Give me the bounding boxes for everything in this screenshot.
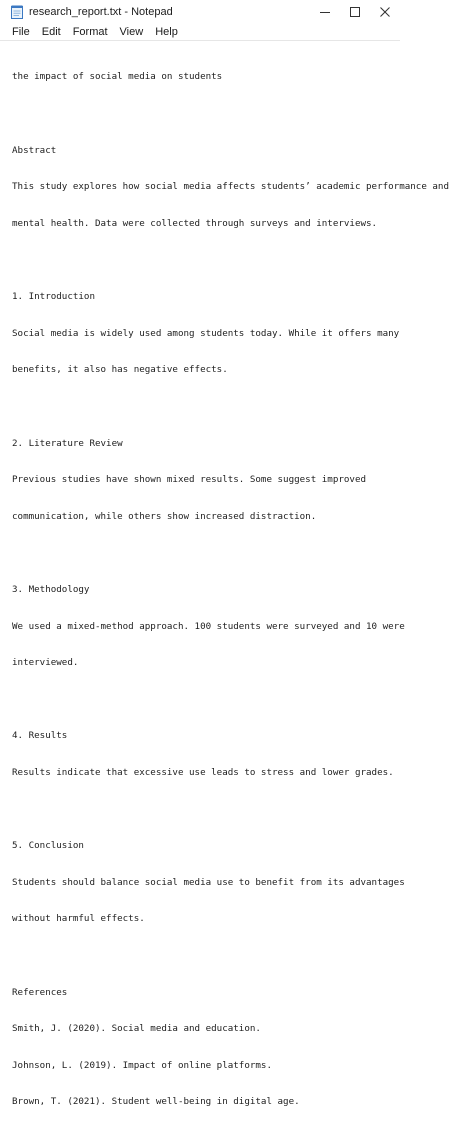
- close-icon: [380, 7, 390, 17]
- maximize-icon: [350, 7, 360, 17]
- doc-line: 2. Literature Review: [12, 437, 123, 449]
- doc-line: [12, 254, 400, 266]
- doc-line: Smith, J. (2020). Social media and education.: [12, 1023, 261, 1035]
- doc-line: Social media is widely used among students today. While it offers many: [12, 327, 400, 339]
- doc-line: [12, 401, 400, 413]
- window-title: research_report.txt - Notepad: [29, 6, 173, 18]
- doc-line: Previous studies have shown mixed results. Some suggest improved: [12, 474, 367, 486]
- doc-line: [12, 547, 400, 559]
- menu-format[interactable]: Format: [72, 26, 108, 38]
- doc-line: [12, 108, 400, 120]
- doc-line: Johnson, L. (2019). Impact of online platforms.: [12, 1059, 272, 1071]
- menu-edit[interactable]: Edit: [41, 26, 61, 38]
- title-bar[interactable]: [0, 0, 400, 24]
- doc-line: We used a mixed-method approach. 100 students were surveyed and 10 were: [12, 620, 405, 632]
- doc-line: communication, while others show increased distraction.: [12, 510, 317, 522]
- window-controls: [310, 0, 400, 24]
- doc-line: References: [12, 986, 68, 998]
- menu-view[interactable]: View: [119, 26, 144, 38]
- doc-line: [12, 950, 400, 962]
- notepad-icon: [11, 5, 23, 19]
- doc-line: Abstract: [12, 144, 57, 156]
- doc-line: Results indicate that excessive use leads to stress and lower grades.: [12, 766, 394, 778]
- doc-line: [12, 804, 400, 816]
- maximize-button[interactable]: [340, 0, 370, 24]
- doc-line: Students should balance social media use to benefit from its advantages: [12, 876, 405, 888]
- doc-line: Brown, T. (2021). Student well-being in digital age.: [12, 1096, 300, 1108]
- minimize-button[interactable]: [310, 0, 340, 24]
- doc-line: 5. Conclusion: [12, 840, 84, 852]
- doc-line: This study explores how social media affects students’ academic performance and: [12, 181, 449, 193]
- text-editor-area[interactable]: [0, 40, 449, 1108]
- document-text: [0, 41, 449, 1133]
- close-button[interactable]: [370, 0, 400, 24]
- menu-help[interactable]: Help: [155, 26, 178, 38]
- doc-line: benefits, it also has negative effects.: [12, 364, 228, 376]
- doc-line: 3. Methodology: [12, 583, 90, 595]
- doc-line: 4. Results: [12, 730, 68, 742]
- doc-line: interviewed.: [12, 657, 79, 669]
- doc-line: [12, 694, 400, 706]
- doc-line: without harmful effects.: [12, 913, 145, 925]
- menu-file[interactable]: File: [12, 26, 30, 38]
- doc-line: mental health. Data were collected through surveys and interviews.: [12, 217, 378, 229]
- minimize-icon: [320, 7, 330, 17]
- doc-line: 1. Introduction: [12, 291, 95, 303]
- menu-bar: [0, 24, 400, 40]
- doc-line: the impact of social media on students: [12, 71, 223, 83]
